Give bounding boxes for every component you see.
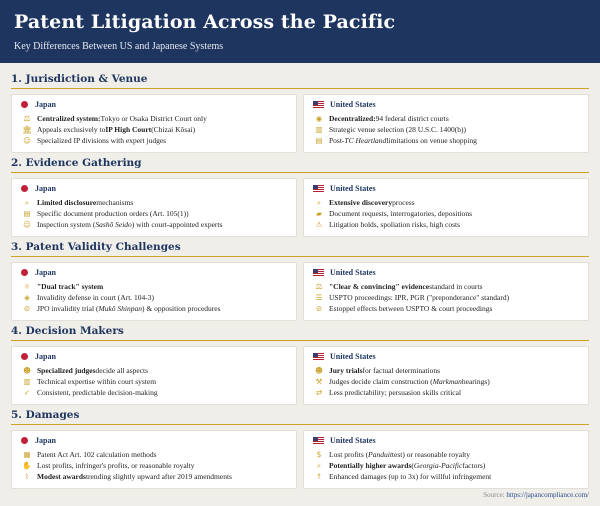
- item-emphasis: Jury trials: [329, 366, 363, 375]
- japan-flag-icon: [21, 101, 28, 108]
- us-card: [303, 94, 589, 153]
- card-header: [313, 350, 580, 362]
- us-card: [303, 430, 589, 489]
- courthouse-icon: 🏛: [22, 125, 32, 134]
- list-item: [21, 124, 288, 135]
- card-header: [313, 266, 580, 278]
- item-emphasis: Extensive discovery: [329, 198, 393, 207]
- comparison-section: [11, 73, 589, 153]
- list-item: [313, 208, 580, 219]
- japan-flag-icon: [21, 269, 28, 276]
- list-item: [313, 460, 580, 471]
- item-emphasis: Decentralized:: [329, 114, 376, 123]
- item-text: ) & opposition procedures: [142, 304, 221, 313]
- japan-card: [11, 346, 297, 405]
- ban-icon: ⊘: [23, 304, 31, 313]
- shuffle-icon: ⇄: [315, 388, 323, 397]
- us-card: [303, 178, 589, 237]
- item-text: ) with court-appointed experts: [131, 220, 223, 229]
- lightbulb-icon: ☼: [23, 282, 31, 291]
- item-citation: TC Heartland: [344, 136, 387, 145]
- dollar-icon: $: [316, 450, 322, 459]
- item-text: Patent Act Art. 102 calculation methods: [37, 450, 157, 459]
- source-label: Source:: [483, 491, 507, 499]
- country-label: Japan: [35, 267, 56, 277]
- country-label: Japan: [35, 351, 56, 361]
- item-list: [313, 113, 580, 146]
- list-item: [313, 303, 580, 314]
- list-item: [21, 471, 288, 482]
- courthouse-icon: ▥: [23, 377, 31, 386]
- item-list: [21, 449, 288, 482]
- item-text: (: [411, 461, 414, 470]
- page-title: Patent Litigation Across the Pacific: [14, 11, 396, 33]
- country-label: Japan: [35, 183, 56, 193]
- item-text: Less predictability; persuasion skills critical: [329, 388, 462, 397]
- list-item: [313, 124, 580, 135]
- hand-coins-icon: ✋: [22, 461, 32, 470]
- comparison-section: [11, 241, 589, 321]
- document-icon: ▤: [23, 209, 31, 218]
- list-item: [313, 113, 580, 124]
- money-search-icon: ⌕: [316, 461, 322, 470]
- card-header: [313, 98, 580, 110]
- japan-flag-icon: [21, 353, 28, 360]
- search-icon: ⌕: [24, 198, 30, 207]
- item-emphasis: "Dual track" system: [37, 282, 104, 291]
- card-header: [21, 434, 288, 446]
- search-icon: ⌕: [316, 198, 322, 207]
- calculator-icon: ▦: [23, 450, 31, 459]
- scale-icon: ⚖: [315, 282, 323, 291]
- folder-icon: ▰: [316, 209, 322, 218]
- item-text: factors): [462, 461, 486, 470]
- list-item: [21, 197, 288, 208]
- item-text: Technical expertise within court system: [37, 377, 157, 386]
- item-text: Invalidity defense in court (Art. 104-3): [37, 293, 155, 302]
- list-item: [21, 135, 288, 146]
- item-text: (Chizai Kōsai): [151, 125, 196, 134]
- inspector-icon: ☺: [23, 220, 31, 229]
- item-text: JPO invalidity trial (: [37, 304, 99, 313]
- card-row: [11, 178, 589, 237]
- item-text: for factual determinations: [362, 366, 441, 375]
- japan-card: [11, 94, 297, 153]
- card-header: [313, 434, 580, 446]
- item-text: trending slightly upward after 2019 amendments: [85, 472, 232, 481]
- country-label: United States: [330, 99, 376, 109]
- item-emphasis: Limited disclosure: [37, 198, 97, 207]
- japan-card: [11, 178, 297, 237]
- content-area: [0, 63, 600, 489]
- us-flag-icon: [313, 437, 324, 444]
- item-text: test) or reasonable royalty: [391, 450, 471, 459]
- source-link[interactable]: https://japancompliance.com/: [506, 491, 589, 499]
- card-row: [11, 430, 589, 489]
- item-text: Lost profits (: [329, 450, 369, 459]
- card-row: [11, 262, 589, 321]
- item-text: Litigation holds, spoliation risks, high costs: [329, 220, 461, 229]
- list-item: [21, 292, 288, 303]
- list-item: [313, 135, 580, 146]
- japan-card: [11, 262, 297, 321]
- ban-icon: ⊘: [315, 304, 323, 313]
- item-text: Judges decide claim construction (: [329, 377, 433, 386]
- item-list: [313, 365, 580, 398]
- item-text: Strategic venue selection (28 U.S.C. 1400(b)): [329, 125, 467, 134]
- item-text: mechanisms: [96, 198, 134, 207]
- map-pin-icon: ◉: [315, 114, 323, 123]
- us-card: [303, 346, 589, 405]
- item-text: process: [392, 198, 415, 207]
- list-item: [313, 292, 580, 303]
- item-citation: Mukō Shinpan: [98, 304, 143, 313]
- list-item: [21, 113, 288, 124]
- item-text: standard in courts: [429, 282, 483, 291]
- list-item: [21, 208, 288, 219]
- list-item: [21, 219, 288, 230]
- item-citation: Panduit: [368, 450, 392, 459]
- item-text: Enhanced damages (up to 3x) for willful infringement: [329, 472, 492, 481]
- footer-source: [483, 491, 589, 499]
- trend-chart-icon: ⌇: [25, 472, 29, 481]
- list-item: [21, 376, 288, 387]
- check-icon: ✓: [23, 388, 31, 397]
- country-label: United States: [330, 183, 376, 193]
- list-item: [313, 471, 580, 482]
- item-text: Post-: [329, 136, 345, 145]
- item-citation: Georgia-Pacific: [413, 461, 463, 470]
- list-item: [21, 449, 288, 460]
- country-label: Japan: [35, 435, 56, 445]
- card-header: [21, 266, 288, 278]
- card-header: [313, 182, 580, 194]
- section-title: 4. Decision Makers: [11, 325, 589, 341]
- item-emphasis: Modest awards: [37, 472, 86, 481]
- item-text: Estoppel effects between USPTO & court proceedings: [329, 304, 493, 313]
- page-subtitle: Key Differences Between US and Japanese Systems: [14, 41, 224, 52]
- us-flag-icon: [313, 101, 324, 108]
- comparison-section: [11, 157, 589, 237]
- card-row: [11, 346, 589, 405]
- section-title: 2. Evidence Gathering: [11, 157, 589, 173]
- card-header: [21, 182, 288, 194]
- item-emphasis: Centralized system:: [37, 114, 101, 123]
- list-item: [21, 365, 288, 376]
- list-item: [313, 197, 580, 208]
- japan-card: [11, 430, 297, 489]
- card-header: [21, 98, 288, 110]
- book-icon: ▤: [315, 136, 323, 145]
- item-list: [21, 365, 288, 398]
- item-text: decide all aspects: [95, 366, 149, 375]
- section-title: 3. Patent Validity Challenges: [11, 241, 589, 257]
- card-row: [11, 94, 589, 153]
- list-item: [21, 387, 288, 398]
- item-text: 94 federal district courts: [375, 114, 449, 123]
- courthouse-icon: ▥: [315, 125, 323, 134]
- comparison-section: [11, 325, 589, 405]
- item-text: Lost profits, infringer's profits, or reasonable royalty: [37, 461, 195, 470]
- list-item: [21, 303, 288, 314]
- list-item: [313, 219, 580, 230]
- judge-icon: ☻: [23, 366, 31, 375]
- item-text: hearings): [461, 377, 490, 386]
- japan-flag-icon: [21, 437, 28, 444]
- item-text: Consistent, predictable decision-making: [37, 388, 158, 397]
- item-emphasis: IP High Court: [105, 125, 152, 134]
- brain-icon: ☺: [23, 136, 31, 145]
- list-item: [313, 365, 580, 376]
- country-label: United States: [330, 435, 376, 445]
- country-label: United States: [330, 351, 376, 361]
- item-list: [21, 281, 288, 314]
- arrow-up-icon: ↑: [315, 472, 323, 481]
- list-item: [313, 449, 580, 460]
- country-label: Japan: [35, 99, 56, 109]
- list-item: [21, 460, 288, 471]
- item-list: [313, 197, 580, 230]
- item-text: Inspection system (: [37, 220, 96, 229]
- item-list: [21, 197, 288, 230]
- item-list: [313, 449, 580, 482]
- us-flag-icon: [313, 269, 324, 276]
- gavel-icon: ⚒: [315, 377, 323, 386]
- us-card: [303, 262, 589, 321]
- list-item: [21, 281, 288, 292]
- item-text: limitations on venue shopping: [386, 136, 477, 145]
- section-title: 5. Damages: [11, 409, 589, 425]
- japan-flag-icon: [21, 185, 28, 192]
- item-citation: Markman: [432, 377, 462, 386]
- item-text: USPTO proceedings: IPR, PGR ("preponderance" standard): [329, 293, 510, 302]
- item-text: Specific document production orders (Art. 105(1)): [37, 209, 189, 218]
- list-item: [313, 387, 580, 398]
- card-header: [21, 350, 288, 362]
- list-item: [313, 376, 580, 387]
- list-icon: ☰: [315, 293, 323, 302]
- us-flag-icon: [313, 353, 324, 360]
- gavel-icon: ⚖: [23, 114, 31, 123]
- item-text: Document requests, interrogatories, depositions: [329, 209, 473, 218]
- item-list: [313, 281, 580, 314]
- item-list: [21, 113, 288, 146]
- header-banner: [0, 0, 600, 63]
- users-icon: ☻: [315, 366, 323, 375]
- shield-icon: ◈: [24, 293, 30, 302]
- item-emphasis: Potentially higher awards: [329, 461, 412, 470]
- item-text: Specialized IP divisions with expert judges: [37, 136, 167, 145]
- item-text: Tokyo or Osaka District Court only: [100, 114, 207, 123]
- country-label: United States: [330, 267, 376, 277]
- section-title: 1. Jurisdiction & Venue: [11, 73, 589, 89]
- list-item: [313, 281, 580, 292]
- comparison-section: [11, 409, 589, 489]
- item-emphasis: "Clear & convincing" evidence: [329, 282, 430, 291]
- item-emphasis: Specialized judges: [37, 366, 96, 375]
- warning-icon: ⚠: [315, 220, 323, 229]
- item-citation: Sashō Seido: [95, 220, 132, 229]
- item-text: Appeals exclusively to: [37, 125, 106, 134]
- us-flag-icon: [313, 185, 324, 192]
